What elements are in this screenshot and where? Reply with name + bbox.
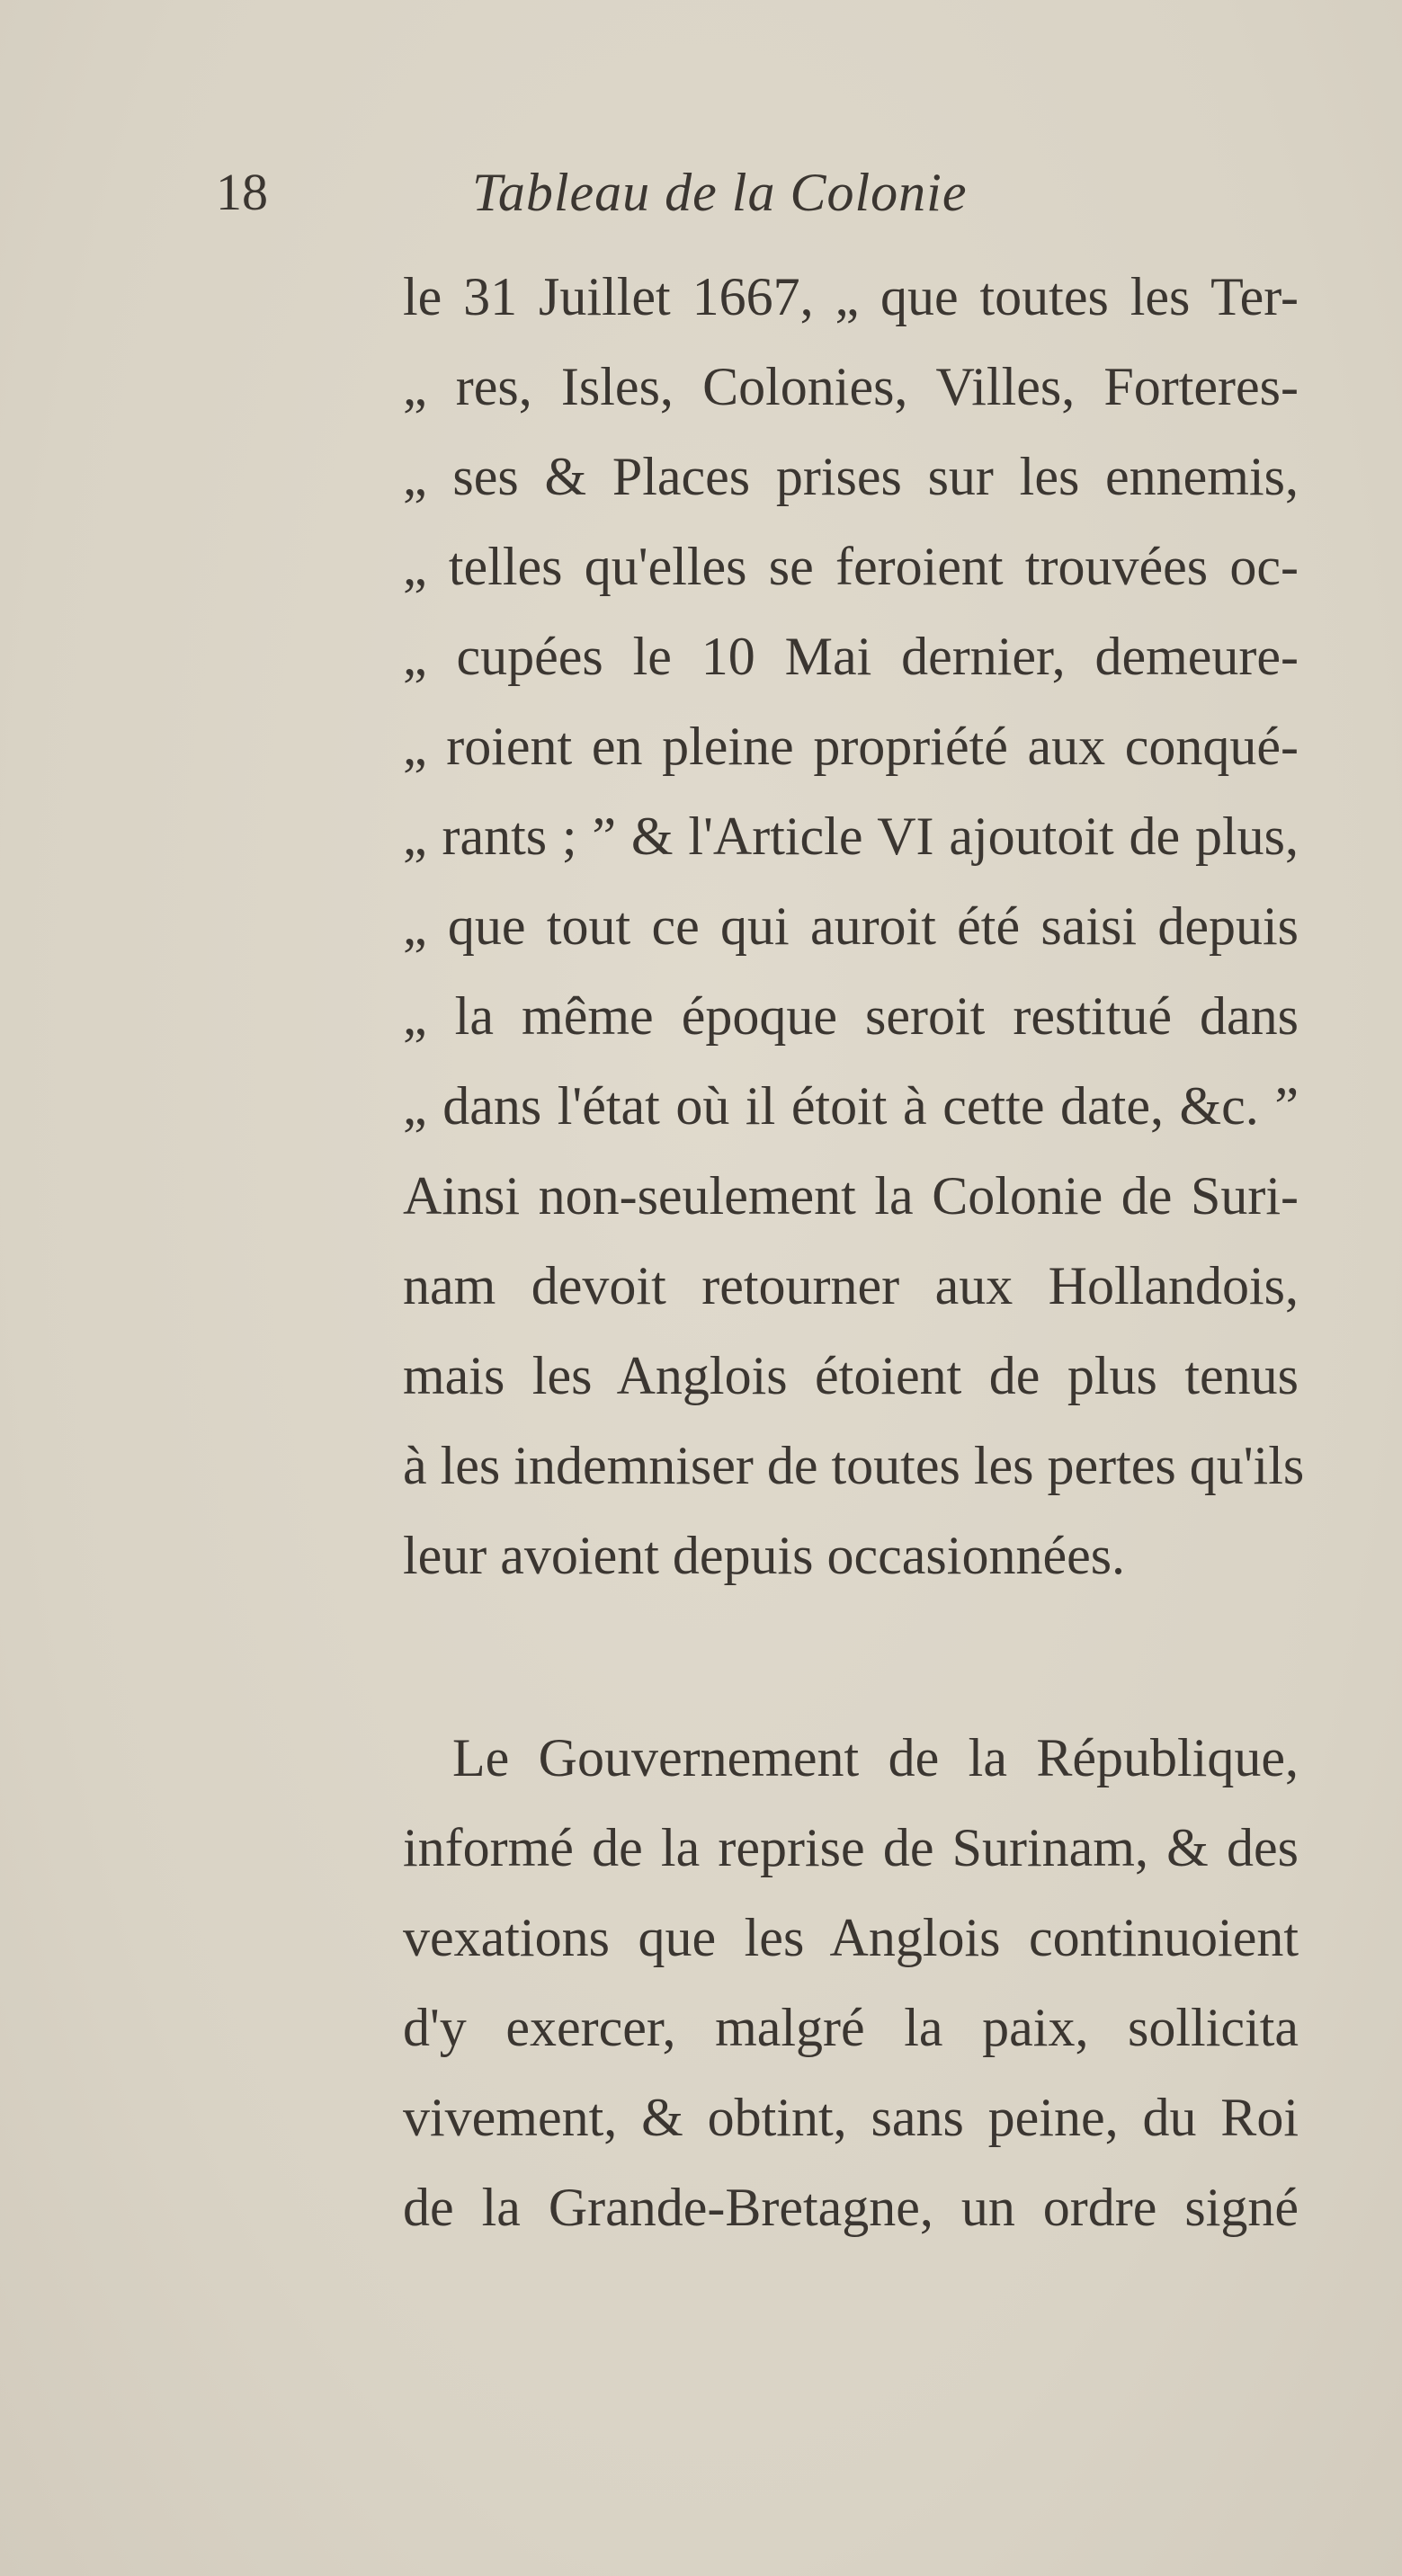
text-line: „ res, Isles, Colonies, Villes, Forteres- [403,357,1299,416]
text-line: le 31 Juillet 1667, „ que toutes les Ter- [403,267,1299,326]
text-line: leur avoient depuis occasionnées. [403,1526,1126,1585]
text-line: vivement, & obtint, sans peine, du Roi [403,2088,1299,2147]
text-line: „ que tout ce qui auroit été saisi depuis [403,896,1299,956]
text-line: mais les Anglois étoient de plus tenus [403,1346,1299,1405]
text-line: Le Gouvernement de la République, [452,1728,1299,1787]
text-line: „ roient en pleine propriété aux conqué- [403,717,1299,776]
text-line: „ la même époque seroit restitué dans [403,986,1299,1046]
page-number: 18 [216,163,268,221]
text-line: „ telles qu'elles se feroient trouvées oc- [403,537,1299,596]
text-line: informé de la reprise de Surinam, & des [403,1818,1299,1877]
text-line: „ cupées le 10 Mai dernier, demeure- [403,627,1299,686]
text-line: vexations que les Anglois continuoient [403,1908,1299,1967]
running-title: Tableau de la Colonie [472,163,968,222]
text-line: „ rants ; ” & l'Article VI ajoutoit de plus, [403,807,1299,866]
text-line: „ dans l'état où il étoit à cette date, &c. ” [403,1076,1299,1136]
text-line: „ ses & Places prises sur les ennemis, [403,447,1299,506]
text-line: à les indemniser de toutes les pertes qu'ils [403,1436,1305,1495]
text-line: d'y exercer, malgré la paix, sollicita [403,1998,1299,2057]
text-line: de la Grande-Bretagne, un ordre signé [403,2178,1299,2237]
text-line: Ainsi non-seulement la Colonie de Suri- [403,1166,1299,1226]
text-line: nam devoit retourner aux Hollandois, [403,1256,1299,1315]
page-header [216,162,1295,234]
